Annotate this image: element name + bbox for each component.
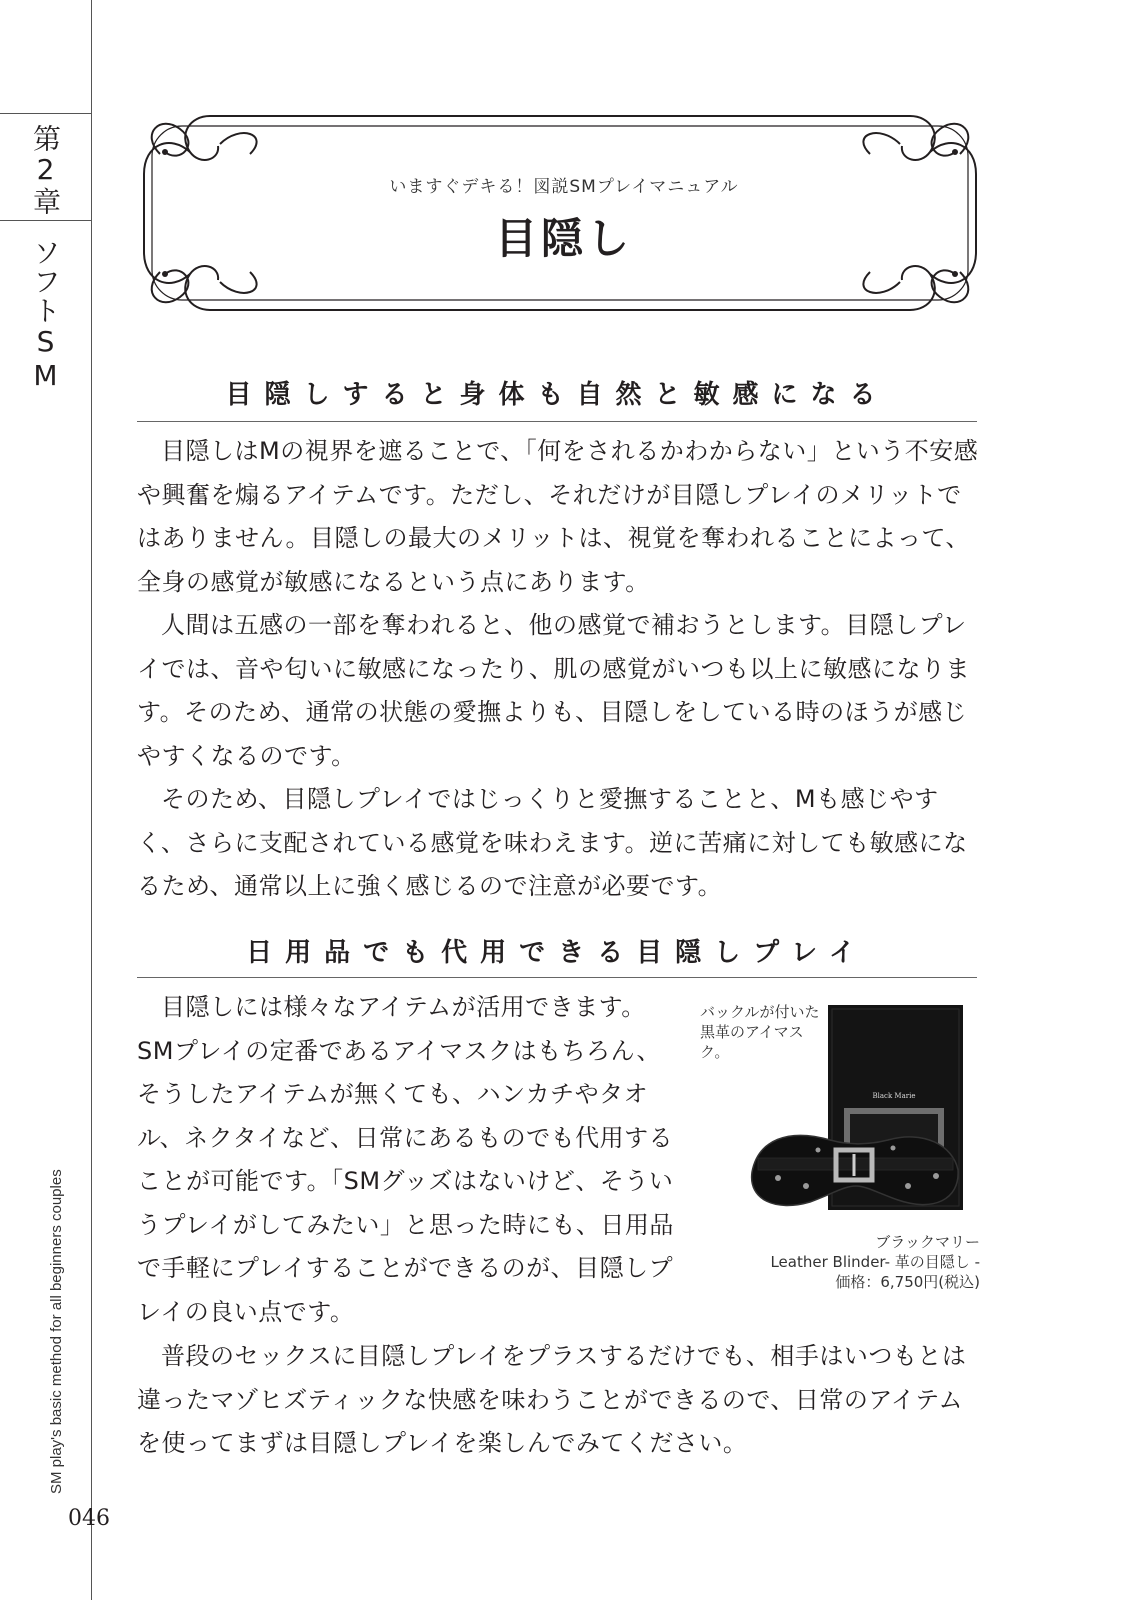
product-caption: バックルが付いた黒革のアイマスク。 [700,1003,820,1061]
section2-paragraph: 目隠しには様々なアイテムが活用できます。SMプレイの定番であるアイマスクはもちろん、そうしたアイテムが無くても、ハンカチやタオル、ネクタイなど、日常にあるものでも代用することが可能です。「SMグッズはないけど、そういうプレイがしてみたい」と思った時にも、日用品で手軽にプレイすることができるのが、目隠しプレイの良い点です。 [137,993,674,1326]
chapter-label: 第2章 [29,124,62,216]
sidebar-rule-top [0,113,91,114]
section-label: ソフトSM [29,237,62,393]
eye-mask-product-image [748,1000,968,1220]
section1-body [137,430,979,909]
section2-rule [137,977,977,978]
product-model: Leather Blinder- 革の目隠し - [770,1253,980,1271]
product-credit [740,1232,980,1292]
section1-paragraph: そのため、目隠しプレイではじっくりと愛撫することと、Mも感じやすく、さらに支配されている感覚を味わえます。逆に苦痛に対しても敏感になるため、通常以上に強く感じるので注意が必要です。 [137,785,968,900]
section1-rule [137,421,977,422]
section1-paragraph: 人間は五感の一部を奪われると、他の感覚で補おうとします。目隠しプレイでは、音や匂いに敏感になったり、肌の感覚がいつも以上に敏感になります。そのため、通常の状態の愛撫よりも、目隠しをしている時のほうが感じやすくなるのです。 [137,611,970,770]
product-name: ブラックマリー [875,1233,980,1251]
section2-paragraph: 普段のセックスに目隠しプレイをプラスするだけでも、相手はいつもとは違ったマゾヒズティックな快感を味わうことができるので、日常のアイテムを使ってまずは目隠しプレイを楽しんでみてください。 [137,1342,967,1457]
series-subtitle: いますぐデキる！図説SMプレイマニュアル [389,177,739,197]
box-brand-label: Black Marie [872,1092,916,1100]
section1-paragraph: 目隠しはMの視界を遮ることで、「何をされるかわからない」という不安感や興奮を煽るアイテムです。ただし、それだけが目隠しプレイのメリットではありません。目隠しの最大のメリットは、視覚を奪われることによって、全身の感覚が敏感になるという点にあります。 [137,437,979,596]
section2-body-wide [137,1335,979,1466]
page-number: 046 [68,1506,110,1531]
english-tagline: SM play's basic method for all beginners couples [48,1169,65,1494]
section1-heading: 目隠しすると身体も自然と敏感になる [225,380,889,410]
section2-heading: 日用品でも代用できる目隠しプレイ [246,938,868,968]
product-price: 価格：6,750円(税込) [835,1273,980,1291]
page-title: 目隠し [494,214,633,263]
section2-body-narrow [137,986,677,1334]
